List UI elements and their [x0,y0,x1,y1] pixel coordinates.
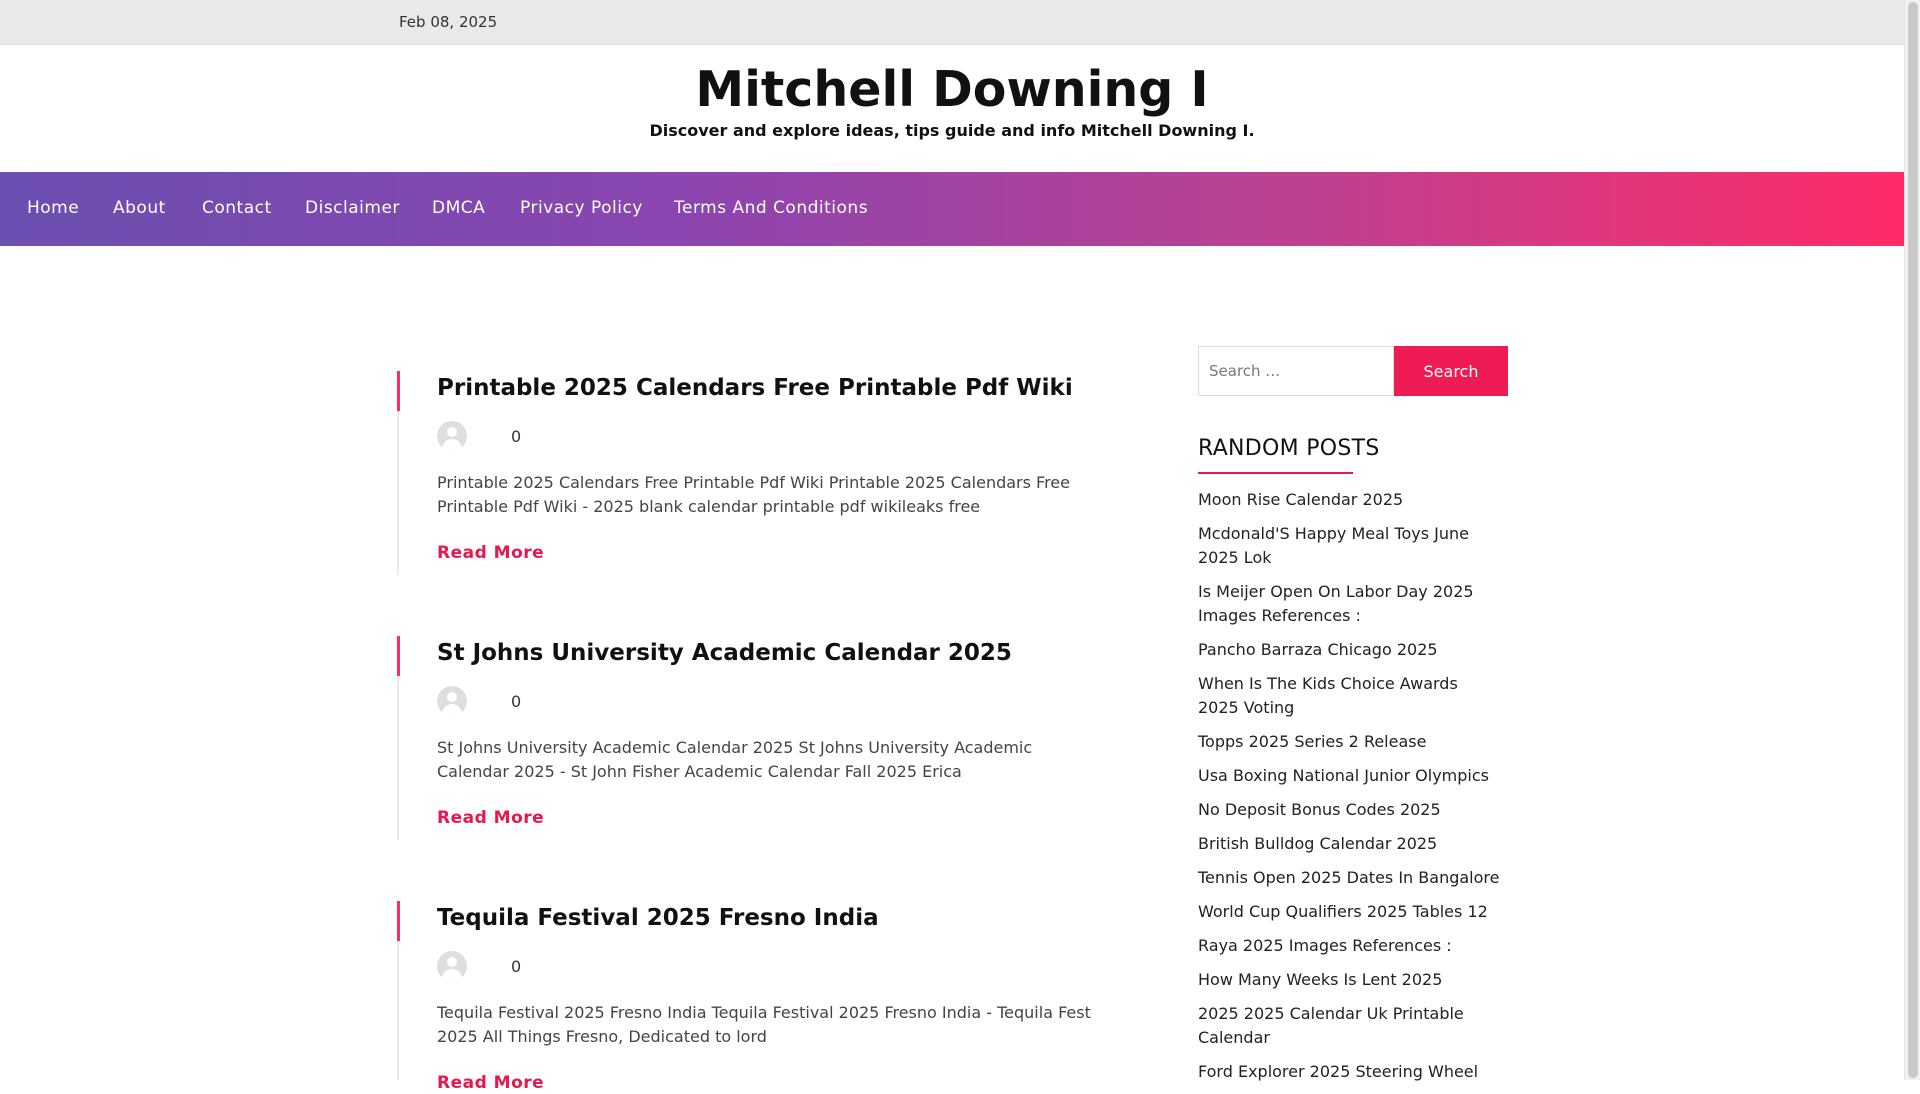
random-post-link[interactable]: British Bulldog Calendar 2025 [1198,834,1438,853]
read-more-link[interactable]: Read More [437,543,545,563]
post-divider-line [397,941,399,1080]
nav-privacy-policy[interactable]: Privacy Policy [520,198,643,218]
random-posts-list [1198,488,1503,1094]
author-avatar-icon [437,951,467,981]
random-post-link[interactable]: Moon Rise Calendar 2025 [1198,490,1404,509]
random-post-link[interactable]: No Deposit Bonus Codes 2025 [1198,800,1441,819]
post-accent-bar [397,901,400,941]
read-more-link[interactable]: Read More [437,808,545,828]
search-input[interactable] [1198,346,1394,396]
scrollbar-thumb[interactable] [1908,2,1918,1078]
search-button[interactable]: Search [1394,346,1508,396]
random-post-link[interactable]: World Cup Qualifiers 2025 Tables 12 [1198,902,1488,921]
random-post-link[interactable]: Topps 2025 Series 2 Release [1198,732,1427,751]
vertical-scrollbar[interactable] [1904,0,1920,1080]
site-tagline: Discover and explore ideas, tips guide and info Mitchell Downing I. [649,121,1255,140]
nav-contact[interactable]: Contact [202,198,272,218]
nav-home[interactable]: Home [27,198,80,218]
nav-disclaimer[interactable]: Disclaimer [305,198,400,218]
random-post-link[interactable]: Mcdonald'S Happy Meal Toys June 2025 Lok [1198,524,1469,567]
random-post-link[interactable]: When Is The Kids Choice Awards 2025 Voting [1198,674,1458,717]
read-more-link[interactable]: Read More [437,1073,545,1093]
post-divider-line [397,676,399,840]
main-navigation [0,172,1904,246]
post-title[interactable]: Tequila Festival 2025 Fresno India [437,905,879,931]
author-avatar-icon [437,421,467,451]
post-title[interactable]: St Johns University Academic Calendar 2025 [437,640,1012,666]
site-header [0,45,1904,171]
comment-count: 0 [511,692,522,711]
random-post-link[interactable]: Raya 2025 Images References : [1198,936,1452,955]
random-post-link[interactable]: 2025 2025 Calendar Uk Printable Calendar [1198,1004,1464,1047]
comment-count: 0 [511,957,522,976]
author-avatar-icon [437,686,467,716]
comment-count: 0 [511,427,522,446]
random-post-link[interactable]: Usa Boxing National Junior Olympics [1198,766,1489,785]
top-bar [0,0,1904,45]
random-post-link[interactable]: Tennis Open 2025 Dates In Bangalore [1198,868,1500,887]
post-excerpt: Printable 2025 Calendars Free Printable Pdf Wiki Printable 2025 Calendars Free Printable Pdf Wiki - 2025 blank calendar printable pdf wikileaks free [437,473,1070,516]
post-title[interactable]: Printable 2025 Calendars Free Printable Pdf Wiki [437,375,1073,401]
post-accent-bar [397,371,400,411]
random-post-link[interactable]: How Many Weeks Is Lent 2025 [1198,970,1443,989]
post-divider-line [397,411,399,575]
nav-terms-and-conditions[interactable]: Terms And Conditions [674,198,869,218]
current-date: Feb 08, 2025 [399,13,498,31]
post-accent-bar [397,636,400,676]
random-post-link[interactable]: Is Meijer Open On Labor Day 2025 Images References : [1198,582,1474,625]
random-posts-heading: RANDOM POSTS [1198,436,1380,461]
post-excerpt: Tequila Festival 2025 Fresno India Tequila Festival 2025 Fresno India - Tequila Fest 2025 All Things Fresno, Dedicated to lord [437,1003,1091,1046]
random-post-link[interactable]: Pancho Barraza Chicago 2025 [1198,640,1438,659]
nav-about[interactable]: About [113,198,166,218]
random-post-link[interactable]: Ford Explorer 2025 Steering Wheel [1198,1062,1479,1081]
site-title[interactable]: Mitchell Downing I [695,61,1209,118]
post-excerpt: St Johns University Academic Calendar 2025 St Johns University Academic Calendar 2025 - St John Fisher Academic Calendar Fall 2025 Erica [437,738,1033,781]
heading-underline [1198,472,1353,474]
nav-dmca[interactable]: DMCA [432,198,486,218]
